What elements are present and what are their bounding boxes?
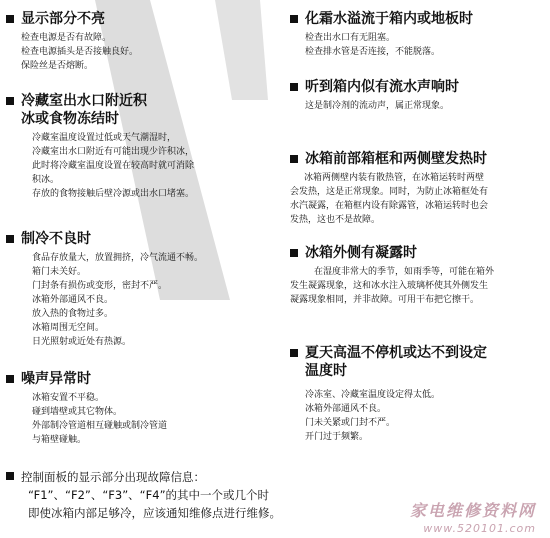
body-line: 水汽凝露，在箱框内设有除露管，冰箱运转时也会 xyxy=(290,201,489,211)
body-line: 门封条有损伤或变形，密封不严。 xyxy=(32,281,168,291)
heading-line: 冷藏室出水口附近积 xyxy=(21,93,147,109)
body-line: 保险丝是否熔断。 xyxy=(21,61,94,71)
heading-line: 冰箱外侧有凝露时 xyxy=(305,245,417,261)
heading-line: 夏天高温不停机或达不到设定 xyxy=(305,345,487,361)
bullet-square-icon xyxy=(290,83,298,91)
body-line: 冷藏室温度设置过低或天气潮湿时， xyxy=(32,133,177,143)
body-line: 凝露现象相同，并非故障。可用干布把它擦干。 xyxy=(290,295,480,305)
heading-line: 听到箱内似有流水声响时 xyxy=(305,79,459,95)
heading-line: 冰或食物冻结时 xyxy=(21,111,119,127)
body-line: 这是制冷剂的流动声，属正常现象。 xyxy=(305,101,450,111)
section-heading xyxy=(6,10,138,28)
body-line: 冷冻室、冷藏室温度设定得太低。 xyxy=(305,390,441,400)
body-line: 门未关紧或门封不严。 xyxy=(305,418,396,428)
heading-line: 温度时 xyxy=(305,363,347,379)
body-line: 箱门未关好。 xyxy=(32,267,87,277)
body-line: 冰箱安置不平稳。 xyxy=(32,393,105,403)
section-body xyxy=(290,265,494,307)
watermark-url: www.520101.com xyxy=(423,522,536,535)
body-line: 放入热的食物过多。 xyxy=(32,309,114,319)
body-line: 此时将冷藏室温度设置在较高时就可消除 xyxy=(32,161,195,171)
bullet-square-icon xyxy=(290,15,298,23)
section-body xyxy=(32,251,203,349)
section-heading xyxy=(290,244,494,262)
body-line: 外部制冷管道相互碰触或制冷管道 xyxy=(32,421,168,431)
right-section-summer xyxy=(290,344,487,444)
section-body xyxy=(305,388,487,444)
body-line: 冰箱外部通风不良。 xyxy=(305,404,387,414)
bullet-square-icon xyxy=(290,155,298,163)
left-section-freeze xyxy=(6,92,194,201)
heading-line: 显示部分不亮 xyxy=(21,11,105,27)
section-body xyxy=(32,391,167,447)
note-title: 控制面板的显示部分出现故障信息： xyxy=(21,470,205,484)
control-panel-note xyxy=(6,468,281,522)
left-section-noise xyxy=(6,370,167,447)
section-heading xyxy=(290,344,487,380)
bullet-square-icon xyxy=(6,97,14,105)
heading-line: 噪声异常时 xyxy=(21,371,91,387)
heading-line: 冰箱前部箱框和两侧壁发热时 xyxy=(305,151,487,167)
body-line: 冰箱外部通风不良。 xyxy=(32,295,114,305)
section-heading xyxy=(290,150,488,168)
note-heading xyxy=(6,468,281,486)
body-line: 与箱壁碰触。 xyxy=(32,435,87,445)
section-body xyxy=(305,99,459,113)
body-line: 碰到墙壁或其它物体。 xyxy=(32,407,123,417)
section-body xyxy=(21,31,138,73)
body-line: 日光照射或近处有热源。 xyxy=(32,337,132,347)
left-section-display xyxy=(6,10,138,73)
body-line: 检查出水口有无阻塞。 xyxy=(305,33,396,43)
heading-line: 制冷不良时 xyxy=(21,231,91,247)
body-line: 在湿度非常大的季节，如雨季等，可能在箱外 xyxy=(314,267,495,277)
section-heading xyxy=(6,230,203,248)
left-section-cooling xyxy=(6,230,203,349)
section-body xyxy=(305,31,473,59)
body-line: 冰箱两侧壁内装有散热管，在冰箱运转时两壁 xyxy=(304,173,485,183)
section-heading xyxy=(290,78,459,96)
note-line: “F1”、“F2”、“F3”、“F4”的其中一个或几个时 xyxy=(28,488,270,502)
bullet-square-icon xyxy=(290,249,298,257)
body-line: 发生凝露现象，这和冰水注入玻璃杯使其外侧发生 xyxy=(290,281,489,291)
section-heading xyxy=(290,10,473,28)
body-line: 冰箱周围无空间。 xyxy=(32,323,105,333)
right-section-defrost xyxy=(290,10,473,59)
bullet-square-icon xyxy=(290,349,298,357)
right-section-water-sound xyxy=(290,78,459,113)
body-line: 检查电源插头是否接触良好。 xyxy=(21,47,139,57)
body-line: 检查电源是否有故障。 xyxy=(21,33,112,43)
bullet-square-icon xyxy=(6,235,14,243)
watermark-title: 家电维修资料网 xyxy=(409,501,536,520)
body-line: 开门过于频繁。 xyxy=(305,432,369,442)
bullet-square-icon xyxy=(6,15,14,23)
body-line: 积冰。 xyxy=(32,175,60,185)
bullet-square-icon xyxy=(6,375,14,383)
body-line: 发热，这也不是故障。 xyxy=(290,215,381,225)
section-body xyxy=(32,131,194,201)
section-heading xyxy=(6,370,167,388)
body-line: 冷藏室出水口附近有可能出现少许积冰， xyxy=(32,147,195,157)
body-line: 存放的食物接触后壁冷源或出水口堵塞。 xyxy=(32,189,195,199)
section-heading xyxy=(6,92,194,128)
right-section-condensation xyxy=(290,244,494,307)
right-section-frame-heat xyxy=(290,150,488,227)
bullet-square-icon xyxy=(6,472,14,480)
note-line: 即使冰箱内部足够冷，应该通知维修点进行维修。 xyxy=(28,506,281,520)
section-body xyxy=(290,171,488,227)
heading-line: 化霜水溢流于箱内或地板时 xyxy=(305,11,473,27)
body-line: 食品存放量大，放置拥挤，冷气流通不畅。 xyxy=(32,253,204,263)
body-line: 检查排水管是否连接，不能脱落。 xyxy=(305,47,441,57)
body-line: 会发热，这是正常现象。同时，为防止冰箱框处有 xyxy=(290,187,489,197)
